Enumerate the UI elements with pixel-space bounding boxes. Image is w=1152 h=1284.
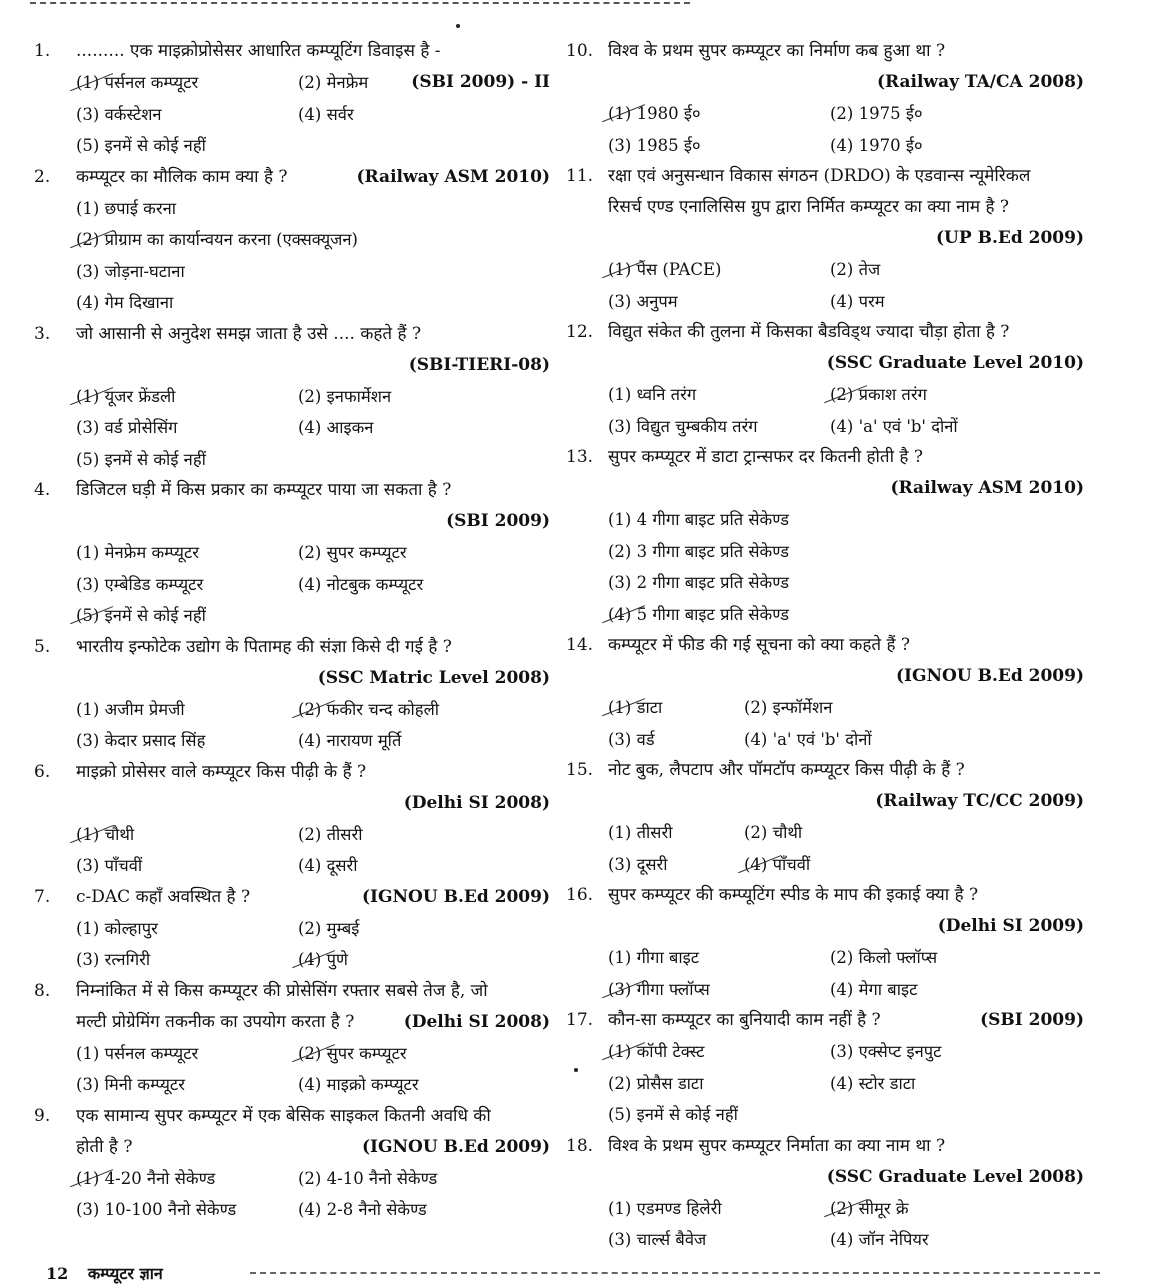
option: (3) मिनी कम्प्यूटर (76, 1075, 185, 1094)
option: (2) 4-10 नैनो सेकेण्ड (298, 1168, 438, 1188)
question-1 (34, 36, 550, 162)
question-4 (34, 475, 550, 632)
footer-rule (250, 1272, 1100, 1274)
question-text: कौन-सा कम्प्यूटर का बुनियादी काम नहीं है ? (608, 1010, 881, 1030)
question-source: (SBI 2009) - II (411, 72, 550, 92)
speck (456, 24, 460, 28)
option: (1) कोल्हापुर (76, 918, 158, 938)
question-source: (SSC Graduate Level 2010) (826, 353, 1084, 373)
option: (3) गीगा फ्लॉप्स (608, 974, 830, 1006)
option: (3) एक्सेप्ट इनपुट (830, 1042, 942, 1061)
option: (4) 5 गीगा बाइट प्रति सेकेण्ड (608, 599, 1084, 631)
question-number: 9. (34, 1105, 51, 1126)
question-source: (Railway TC/CC 2009) (875, 791, 1084, 811)
question-number: 3. (34, 323, 51, 344)
option: (4) परम (830, 291, 885, 311)
option: (3) केदार प्रसाद सिंह (76, 731, 206, 750)
question-source: (Delhi SI 2008) (403, 792, 550, 813)
question-source: (SBI 2009) (980, 1010, 1084, 1030)
option: (3) विद्युत चुम्बकीय तरंग (608, 416, 758, 436)
question-number: 12. (566, 322, 594, 342)
option: (3) दूसरी (608, 854, 668, 874)
question-text: c-DAC कहाँ अवस्थित है ? (76, 886, 251, 907)
question-text: भारतीय इन्फोटेक उद्योग के पितामह की संज्ञा किसे दी गई है ? (76, 636, 452, 657)
option: (2) 3 गीगा बाइट प्रति सेकेण्ड (608, 541, 789, 561)
option: (1) पेस (PACE) (608, 254, 830, 286)
option: (1) 4 गीगा बाइट प्रति सेकेण्ड (608, 510, 789, 529)
question-15 (566, 755, 1084, 880)
question-text: विश्व के प्रथम सुपर कम्प्यूटर निर्माता का क्या नाम था ? (608, 1135, 946, 1156)
option: (1) तीसरी (608, 823, 673, 842)
option: (3) 1985 ई० (608, 135, 701, 155)
option: (2) सुपर कम्प्यूटर (298, 1038, 550, 1070)
question-9 (34, 1101, 550, 1226)
question-number: 10. (566, 41, 594, 61)
top-rule (30, 2, 690, 4)
question-text-continued: रिसर्च एण्ड एनालिसिस ग्रुप द्वारा निर्मित कम्प्यूटर का क्या नाम है ? (608, 197, 1010, 217)
option: (4) गेम दिखाना (76, 293, 174, 312)
option: (4) स्टोर डाटा (830, 1073, 916, 1093)
question-text: कम्प्यूटर में फीड की गई सूचना को क्या कहते हैं ? (608, 635, 911, 655)
option: (4) आइकन (298, 418, 374, 437)
option: (1) चौथी (76, 819, 298, 851)
option: (2) फकीर चन्द कोहली (298, 694, 550, 726)
question-source: (SBI 2009) (446, 511, 550, 531)
option: (1) कॉपी टेक्स्ट (608, 1036, 830, 1068)
question-text: ......... एक माइक्रोप्रोसेसर आधारित कम्प्यूटिंग डिवाइस है - (76, 41, 441, 61)
option: (1) छपाई करना (76, 198, 177, 218)
question-source: (Railway ASM 2010) (356, 166, 550, 187)
page-footer (46, 1262, 163, 1284)
question-source: (Delhi SI 2008) (403, 1011, 550, 1032)
option: (1) 4-20 नैनो सेकेण्ड (76, 1163, 298, 1195)
option: (4) मेगा बाइट (830, 979, 918, 999)
question-source: (IGNOU B.Ed 2009) (895, 666, 1084, 686)
option: (3) वर्ड प्रोसेसिंग (76, 418, 178, 437)
question-number: 5. (34, 636, 51, 657)
option: (4) 2-8 नैनो सेकेण्ड (298, 1200, 427, 1219)
option: (1) डाटा (608, 692, 744, 724)
option: (2) चौथी (744, 823, 803, 842)
question-number: 17. (566, 1010, 594, 1030)
question-8 (34, 976, 550, 1101)
question-number: 15. (566, 760, 594, 780)
option: (5) इनमें से कोई नहीं (76, 136, 206, 155)
option: (5) इनमें से कोई नहीं (608, 1105, 738, 1124)
option: (2) सीमूर क्रे (830, 1193, 1084, 1225)
option: (1) गीगा बाइट (608, 948, 700, 967)
question-2 (34, 162, 550, 319)
book-title: कम्प्यूटर ज्ञान (87, 1264, 163, 1283)
option: (2) प्रोग्राम का कार्यान्वयन करना (एक्सक्यूजन) (76, 224, 550, 256)
option: (3) चार्ल्स बैवेज (608, 1230, 707, 1249)
question-number: 11. (566, 166, 594, 186)
page-number: 12 (46, 1264, 69, 1283)
option: (2) तीसरी (298, 824, 363, 844)
option: (4) सर्वर (298, 104, 354, 124)
option: (4) 'a' एवं 'b' दोनों (830, 416, 958, 436)
question-12 (566, 317, 1084, 442)
option: (1) एडमण्ड हिलेरी (608, 1198, 722, 1218)
option: (3) पाँचवीं (76, 856, 143, 875)
question-source: (IGNOU B.Ed 2009) (361, 1136, 550, 1157)
question-11 (566, 161, 1084, 317)
question-text: निम्नांकित में से किस कम्प्यूटर की प्रोसेसिंग रफ्तार सबसे तेज है, जो (76, 980, 488, 1001)
question-source: (Railway TA/CA 2008) (876, 72, 1084, 92)
option: (1) मेनफ्रेम कम्प्यूटर (76, 543, 200, 562)
option: (1) पर्सनल कम्प्यूटर (76, 67, 298, 99)
question-16 (566, 880, 1084, 1005)
question-text: सुपर कम्प्यूटर की कम्प्यूटिंग स्पीड के माप की इकाई क्या है ? (608, 885, 979, 905)
option: (4) नारायण मूर्ति (298, 731, 402, 750)
question-5 (34, 632, 550, 757)
question-text: कम्प्यूटर का मौलिक काम क्या है ? (76, 166, 288, 187)
option: (5) इनमें से कोई नहीं (76, 449, 206, 469)
question-number: 18. (566, 1135, 594, 1156)
option: (4) दूसरी (298, 856, 358, 875)
question-10 (566, 36, 1084, 161)
option: (4) नोटबुक कम्प्यूटर (298, 574, 424, 594)
question-text-continued: होती है ? (76, 1136, 133, 1157)
option: (2) प्रोसैस डाटा (608, 1073, 704, 1093)
question-text: डिजिटल घड़ी में किस प्रकार का कम्प्यूटर पाया जा सकता है ? (76, 480, 452, 500)
option: (3) एम्बेडिड कम्प्यूटर (76, 574, 204, 594)
option: (2) मेनफ्रेम (SBI 2009) - II (298, 67, 550, 99)
question-number: 2. (34, 166, 51, 187)
question-text-continued: मल्टी प्रोग्रेमिंग तकनीक का उपयोग करता है ? (76, 1011, 355, 1032)
question-text: विद्युत संकेत की तुलना में किसका बैडविड्थ ज्यादा चौड़ा होता है ? (608, 322, 1010, 342)
question-source: (UP B.Ed 2009) (936, 228, 1084, 248)
question-number: 6. (34, 761, 51, 782)
option: (1) ध्वनि तरंग (608, 385, 697, 404)
question-18 (566, 1131, 1084, 1256)
question-text: विश्व के प्रथम सुपर कम्प्यूटर का निर्माण कब हुआ था ? (608, 41, 946, 61)
question-source: (SSC Matric Level 2008) (317, 667, 550, 688)
question-text: रक्षा एवं अनुसन्धान विकास संगठन (DRDO) के एडवान्स न्यूमेरिकल (608, 166, 1031, 186)
question-6 (34, 757, 550, 882)
option: (3) वर्ड (608, 729, 655, 749)
option: (3) रत्नगिरी (76, 950, 151, 969)
question-source: (Delhi SI 2009) (937, 916, 1084, 936)
option: (2) इनफार्मेशन (298, 386, 392, 406)
option: (4) पाँचवीं (744, 849, 1084, 881)
question-text: नोट बुक, लैपटाप और पॉमटॉप कम्प्यूटर किस पीढ़ी के हैं ? (608, 760, 965, 780)
question-number: 8. (34, 980, 51, 1001)
option: (5) इनमें से कोई नहीं (76, 600, 550, 632)
left-column (34, 36, 550, 1226)
option: (3) 10-100 नैनो सेकेण्ड (76, 1200, 237, 1219)
question-3 (34, 319, 550, 476)
question-text: माइक्रो प्रोसेसर वाले कम्प्यूटर किस पीढ़ी के हैं ? (76, 761, 367, 782)
question-7 (34, 882, 550, 976)
question-13 (566, 442, 1084, 630)
option: (2) इन्फॉर्मेशन (744, 698, 833, 717)
question-number: 4. (34, 480, 51, 500)
option: (4) 'a' एवं 'b' दोनों (744, 729, 872, 749)
option: (4) 1970 ई० (830, 135, 923, 155)
option: (4) माइक्रो कम्प्यूटर (298, 1075, 419, 1094)
question-text: जो आसानी से अनुदेश समझ जाता है उसे .... कहते हैं ? (76, 323, 422, 344)
question-source: (IGNOU B.Ed 2009) (361, 886, 550, 907)
option: (4) जॉन नेपियर (830, 1230, 929, 1249)
option: (3) वर्कस्टेशन (76, 104, 162, 124)
question-number: 14. (566, 635, 594, 655)
option: (1) यूजर फ्रेंडली (76, 381, 298, 413)
question-text: एक सामान्य सुपर कम्प्यूटर में एक बेसिक साइकल कितनी अवधि की (76, 1105, 491, 1126)
right-column (566, 36, 1084, 1256)
option: (1) पर्सनल कम्प्यूटर (76, 1043, 199, 1063)
question-number: 13. (566, 447, 594, 467)
question-number: 16. (566, 885, 594, 905)
option: (2) मुम्बई (298, 918, 360, 938)
option: (1) 1980 ई० (608, 98, 830, 130)
option: (3) 2 गीगा बाइट प्रति सेकेण्ड (608, 573, 789, 592)
question-source: (SSC Graduate Level 2008) (826, 1166, 1084, 1187)
question-number: 7. (34, 886, 51, 907)
question-source: (Railway ASM 2010) (890, 478, 1084, 498)
option: (2) सुपर कम्प्यूटर (298, 543, 407, 562)
option: (3) जोड़ना-घटाना (76, 261, 185, 281)
question-17 (566, 1005, 1084, 1131)
option: (2) प्रकाश तरंग (830, 379, 1084, 411)
question-text: सुपर कम्प्यूटर में डाटा ट्रान्सफर दर कितनी होती है ? (608, 447, 923, 467)
option: (2) तेज (830, 260, 881, 279)
option: (2) किलो फ्लॉप्स (830, 948, 938, 967)
option: (4) पुणे (298, 944, 550, 976)
option: (3) अनुपम (608, 291, 678, 311)
option: (2) 1975 ई० (830, 104, 923, 123)
question-source: (SBI-TIERI-08) (408, 354, 550, 375)
option: (1) अजीम प्रेमजी (76, 699, 185, 719)
question-14 (566, 630, 1084, 755)
question-number: 1. (34, 41, 51, 61)
